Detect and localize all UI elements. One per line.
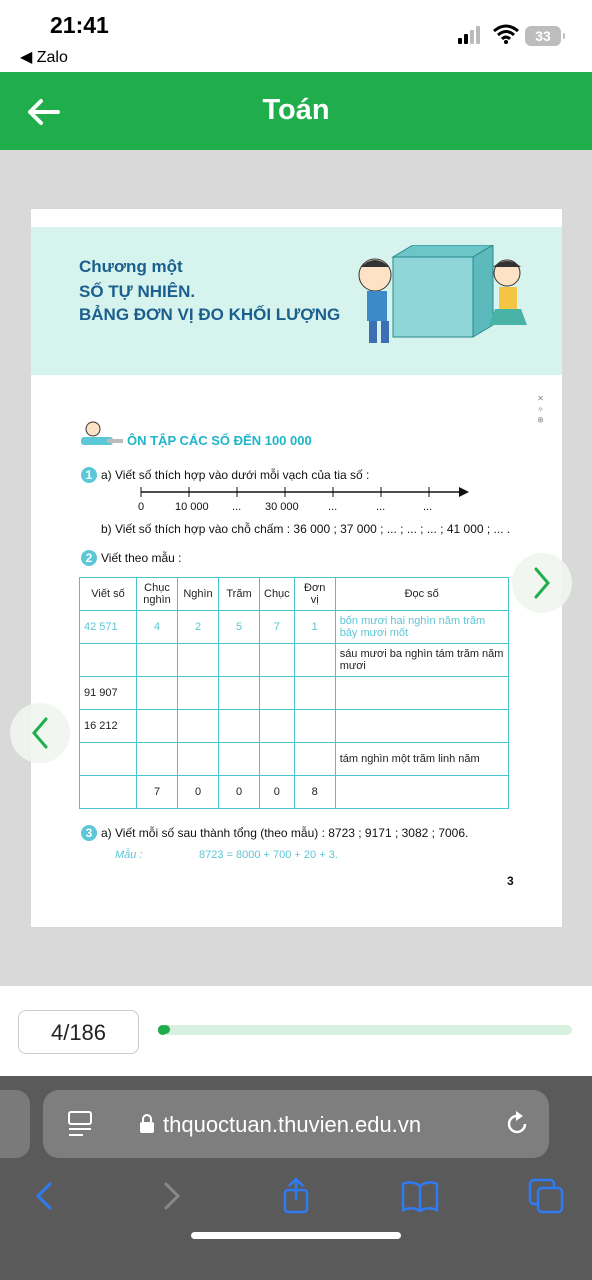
table-cell — [80, 644, 137, 677]
browser-forward-icon[interactable] — [152, 1176, 192, 1216]
home-indicator — [191, 1232, 401, 1239]
url-text: thquoctuan.thuvien.edu.vn — [163, 1112, 422, 1137]
previous-tab-preview[interactable] — [0, 1090, 30, 1158]
chapter-banner — [31, 227, 562, 375]
reading-child-icon — [77, 419, 125, 449]
table-cell — [137, 644, 178, 677]
table-cell: 42 571 — [80, 611, 137, 644]
table-cell — [178, 644, 219, 677]
status-time: 21:41 — [50, 12, 109, 38]
table-cell — [294, 644, 335, 677]
table-header: Chục nghìn — [137, 578, 178, 611]
page-progress — [0, 986, 592, 1076]
table-cell — [260, 677, 295, 710]
table-cell — [260, 710, 295, 743]
table-cell — [260, 743, 295, 776]
exercise-3a: 3 a) Viết mỗi số sau thành tổng (theo mẫu) : 8723 ; 9171 ; 3082 ; 7006. — [81, 825, 468, 841]
table-cell: 5 — [219, 611, 260, 644]
reader-mode-icon[interactable] — [67, 1110, 93, 1138]
table-cell: 8 — [294, 776, 335, 809]
table-header: Đọc số — [335, 578, 508, 611]
table-row — [80, 776, 509, 809]
book-page — [31, 209, 562, 927]
tick-label: ... — [376, 501, 386, 513]
status-bar — [0, 0, 592, 72]
table-header-row — [80, 578, 509, 611]
table-cell — [137, 677, 178, 710]
table-cell — [294, 710, 335, 743]
table-cell: sáu mươi ba nghìn tám trăm năm mươi — [335, 644, 508, 677]
wifi-icon — [493, 24, 519, 44]
share-icon[interactable] — [276, 1176, 316, 1216]
table-cell: 7 — [260, 611, 295, 644]
exercise-1a: 1 a) Viết số thích hợp vào dưới mỗi vạch của tia số : — [81, 467, 369, 483]
section-title: ÔN TẬP CÁC SỐ ĐẾN 100 000 — [127, 433, 312, 448]
table-row — [80, 743, 509, 776]
sample-label: Mẫu : — [115, 849, 143, 861]
table-cell — [137, 710, 178, 743]
lock-icon — [139, 1114, 155, 1134]
table-cell — [219, 710, 260, 743]
chapter-title-line1: SỐ TỰ NHIÊN. — [79, 282, 196, 301]
back-to-app-link[interactable]: ◀ Zalo — [20, 49, 68, 66]
table-cell — [219, 644, 260, 677]
table-cell — [335, 710, 508, 743]
table-cell: 7 — [137, 776, 178, 809]
book-viewer — [0, 150, 592, 986]
tick-label: 0 — [138, 501, 145, 513]
battery-icon: 33 — [525, 26, 561, 46]
exercise-2: 2 Viết theo mẫu : — [81, 550, 182, 566]
table-row — [80, 644, 509, 677]
table-cell — [178, 743, 219, 776]
progress-slider[interactable] — [158, 1025, 572, 1035]
table-cell: 16 212 — [80, 710, 137, 743]
bookmarks-icon[interactable] — [400, 1176, 440, 1216]
table-cell — [294, 677, 335, 710]
previous-page-button[interactable] — [10, 703, 70, 763]
table-row — [80, 677, 509, 710]
chevron-right-icon — [512, 553, 572, 613]
table-cell: 0 — [219, 776, 260, 809]
page-title: Toán — [262, 94, 330, 126]
sample-value: 8723 = 8000 + 700 + 20 + 3. — [199, 849, 338, 861]
progress-handle[interactable] — [161, 1025, 170, 1034]
chapter-title-line2: BẢNG ĐƠN VỊ ĐO KHỐI LƯỢNG — [79, 305, 341, 324]
table-cell: 0 — [260, 776, 295, 809]
side-marker-icon: ✕ ✧ ⊕ — [536, 394, 545, 424]
tick-label: 10 000 — [175, 501, 209, 513]
next-page-button[interactable] — [512, 553, 572, 613]
table-cell — [294, 743, 335, 776]
browser-back-icon[interactable] — [24, 1176, 64, 1216]
table-cell — [178, 677, 219, 710]
number-line — [139, 485, 469, 499]
app-header — [0, 72, 592, 150]
table-cell: 91 907 — [80, 677, 137, 710]
table-cell — [137, 743, 178, 776]
table-cell — [335, 776, 508, 809]
table-cell: 0 — [178, 776, 219, 809]
table-cell — [219, 677, 260, 710]
table-header: Đơn vị — [294, 578, 335, 611]
table-header: Viết số — [80, 578, 137, 611]
tick-label: 30 000 — [265, 501, 299, 513]
table-cell: 1 — [294, 611, 335, 644]
chapter-label: Chương một — [79, 257, 183, 276]
table-cell: tám nghìn một trăm linh năm — [335, 743, 508, 776]
cellular-signal-icon — [458, 26, 482, 44]
table-row — [80, 611, 509, 644]
table-header: Chục — [260, 578, 295, 611]
children-with-cube-illustration — [353, 245, 533, 357]
exercise-1b: b) Viết số thích hợp vào chỗ chấm : 36 000 ; 37 000 ; ... ; ... ; ... ; 41 000 ; ... . — [101, 522, 511, 536]
table-cell: bốn mươi hai nghìn năm trăm bảy mươi mốt — [335, 611, 508, 644]
place-value-table — [79, 577, 509, 809]
chevron-left-icon — [10, 703, 70, 763]
table-cell — [80, 776, 137, 809]
table-row — [80, 710, 509, 743]
tick-label: ... — [232, 501, 242, 513]
table-header: Trăm — [219, 578, 260, 611]
browser-toolbar — [0, 1076, 592, 1280]
tabs-icon[interactable] — [526, 1176, 566, 1216]
address-bar[interactable] — [43, 1090, 549, 1158]
table-cell — [80, 743, 137, 776]
table-header: Nghìn — [178, 578, 219, 611]
table-cell — [260, 644, 295, 677]
table-cell — [335, 677, 508, 710]
tick-label: ... — [328, 501, 338, 513]
table-cell: 4 — [137, 611, 178, 644]
page-number: 3 — [507, 874, 514, 888]
reload-icon[interactable] — [503, 1110, 531, 1138]
table-cell — [178, 710, 219, 743]
table-cell: 2 — [178, 611, 219, 644]
table-cell — [219, 743, 260, 776]
tick-label: ... — [423, 501, 433, 513]
page-counter[interactable]: 4/186 — [18, 1010, 139, 1054]
